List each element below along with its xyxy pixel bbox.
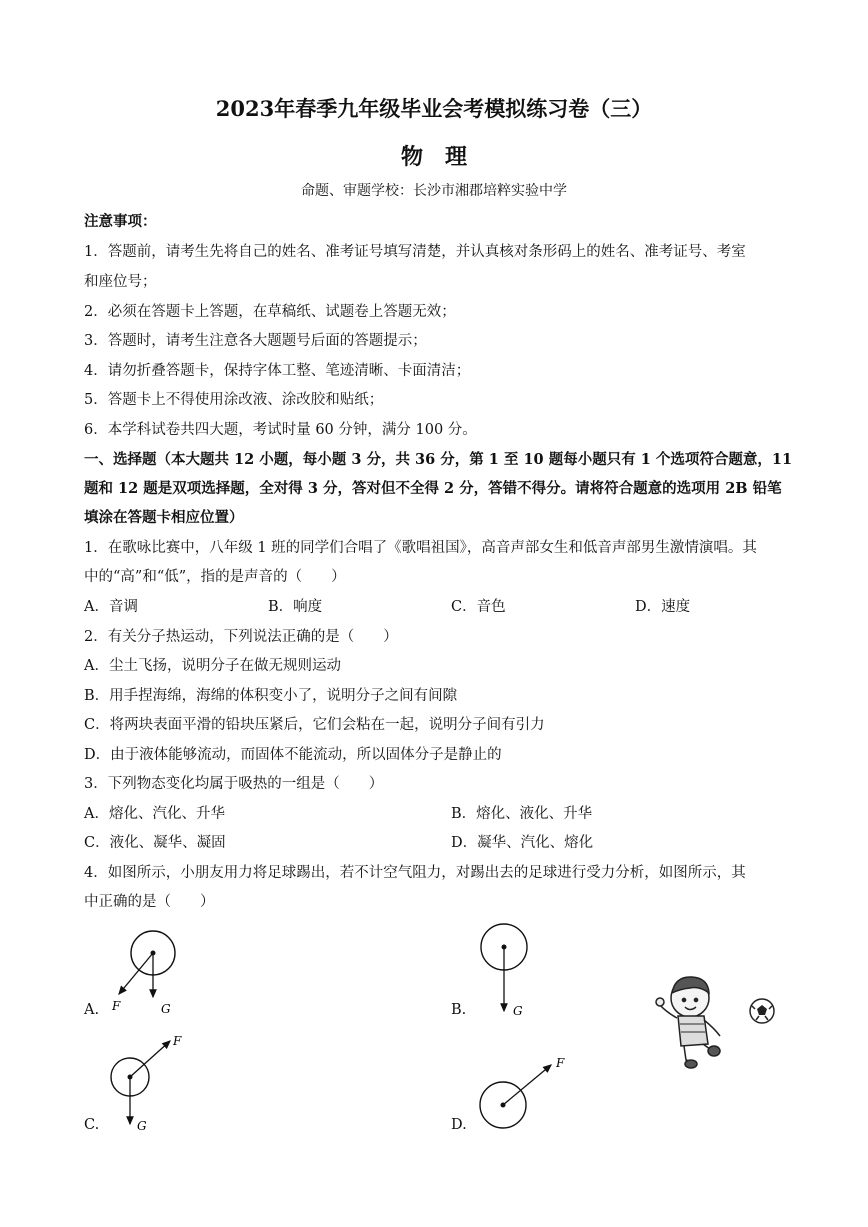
boy-shoe xyxy=(685,1060,697,1068)
q2-option-d: D．由于液体能够流动，而固体不能流动，所以固体分子是静止的 xyxy=(84,747,502,763)
question-4-stem: 4．如图所示，小朋友用力将足球踢出，若不计空气阻力，对踢出去的足球进行受力分析，如图所示，其 xyxy=(84,865,746,881)
boy-hand xyxy=(656,998,664,1006)
note-line: 6．本学科试卷共四大题，考试时量 60 分钟，满分 100 分。 xyxy=(84,422,477,438)
q3-option-a: A．熔化、汽化、升华 xyxy=(84,806,225,822)
section-heading: 一、选择题（本大题共 12 小题，每小题 3 分，共 36 分，第 1 至 10 题每小题只有 1 个选项符合题意，11 xyxy=(84,451,793,468)
note-line: 5．答题卡上不得使用涂改液、涂改胶和贴纸； xyxy=(84,392,384,408)
q3-option-d: D．凝华、汽化、熔化 xyxy=(451,835,594,851)
q1-option-a: A．音调 xyxy=(84,599,138,615)
note-line: 1．答题前，请考生先将自己的姓名、准考证号填写清楚，并认真核对条形码上的姓名、准考证号、考室 xyxy=(84,244,746,260)
q1-option-c: C．音色 xyxy=(451,599,506,615)
label-g: G xyxy=(161,1002,171,1016)
diagram-a xyxy=(111,931,175,1016)
section-heading: 题和 12 题是双项选择题，全对得 3 分，答对但不全得 2 分，答错不得分。请将符合题意的选项用 2B 铅笔 xyxy=(84,480,782,497)
q4-option-a-label: A. xyxy=(84,1002,100,1018)
label-f: F xyxy=(112,999,121,1013)
note-line: 2．必须在答题卡上答题，在草稿纸、试题卷上答题无效； xyxy=(84,304,456,320)
label-f: F xyxy=(556,1056,565,1070)
school-line: 命题、审题学校：长沙市湘郡培粹实验中学 xyxy=(301,183,567,199)
q3-option-b: B．熔化、液化、升华 xyxy=(451,806,593,822)
question-4-stem: 中正确的是（ ） xyxy=(84,894,215,910)
q2-option-a: A．尘土飞扬，说明分子在做无规则运动 xyxy=(84,658,341,674)
force-arrow-f xyxy=(119,953,153,994)
q4-option-d-label: D. xyxy=(451,1117,467,1133)
boy-shoe xyxy=(708,1046,720,1056)
note-line: 4．请勿折叠答题卡，保持字体工整、笔迹清晰、卡面清洁； xyxy=(84,363,471,379)
notes-heading: 注意事项： xyxy=(84,213,157,230)
q1-option-d: D．速度 xyxy=(635,599,691,615)
boy-eye xyxy=(682,998,685,1001)
diagram-d xyxy=(480,1056,565,1128)
question-1-stem: 中的“高”和“低”，指的是声音的（ ） xyxy=(84,569,346,585)
note-line: 和座位号； xyxy=(84,274,157,290)
question-3-stem: 3．下列物态变化均属于吸热的一组是（ ） xyxy=(84,776,384,792)
question-1-stem: 1．在歌咏比赛中，八年级 1 班的同学们合唱了《歌唱祖国》，高音声部女生和低音声部男生激情演唱。其 xyxy=(84,540,757,556)
boy-kicking-illustration xyxy=(656,977,720,1068)
exam-title: 2023年春季九年级毕业会考模拟练习卷（三） xyxy=(215,96,653,121)
boy-shirt xyxy=(678,1016,708,1046)
q1-option-b: B．响度 xyxy=(268,599,323,615)
q4-option-b-label: B. xyxy=(451,1002,467,1018)
subject-title: 物理 xyxy=(400,144,489,170)
label-g: G xyxy=(137,1119,147,1133)
section-heading: 填涂在答题卡相应位置） xyxy=(84,509,244,526)
q4-option-c-label: C. xyxy=(84,1117,100,1133)
question-2-stem: 2．有关分子热运动，下列说法正确的是（ ） xyxy=(84,629,398,645)
soccer-ball-icon xyxy=(750,999,774,1023)
diagram-c xyxy=(111,1034,182,1133)
q2-option-c: C．将两块表面平滑的铅块压紧后，它们会粘在一起，说明分子间有引力 xyxy=(84,717,545,733)
note-line: 3．答题时，请考生注意各大题题号后面的答题提示； xyxy=(84,333,427,349)
force-arrow-f xyxy=(503,1065,551,1105)
q2-option-b: B．用手捏海绵，海绵的体积变小了，说明分子之间有间隙 xyxy=(84,688,458,704)
label-g: G xyxy=(513,1004,523,1018)
q3-option-c: C．液化、凝华、凝固 xyxy=(84,835,226,851)
boy-eye xyxy=(694,998,697,1001)
label-f: F xyxy=(173,1034,182,1048)
diagram-b xyxy=(481,924,527,1018)
